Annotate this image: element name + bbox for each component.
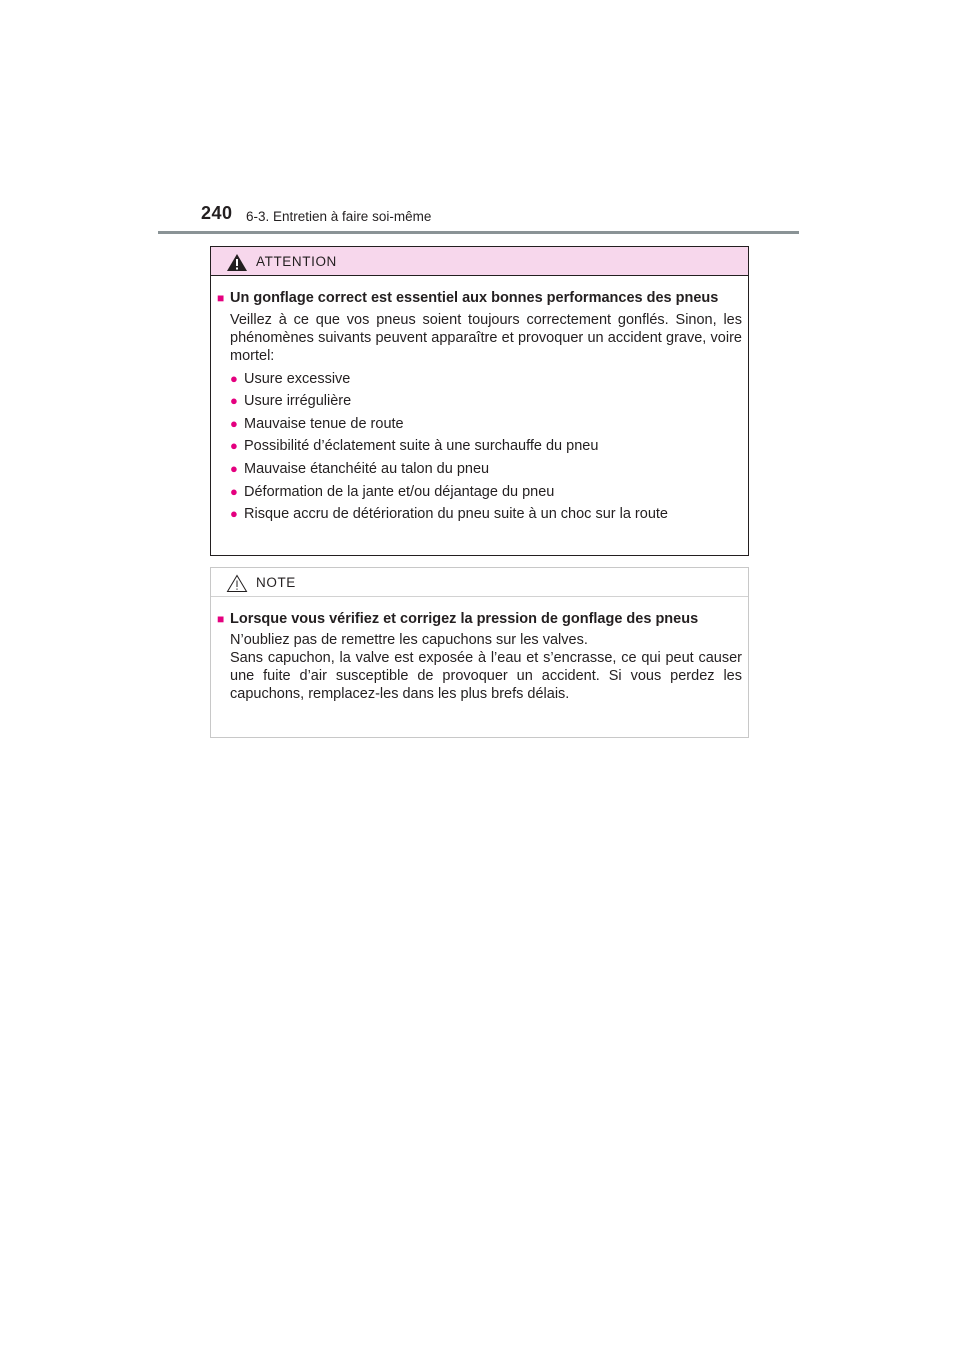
attention-heading-text: Un gonflage correct est essentiel aux bonnes performances des pneus [230,290,719,306]
list-item-text: Possibilité d’éclatement suite à une surchauffe du pneu [244,438,599,455]
list-item [230,370,742,388]
list-item-text: Usure irrégulière [244,393,352,410]
attention-label: ATTENTION [256,254,337,269]
note-heading [217,611,742,628]
list-item [230,460,742,478]
list-item [230,437,742,455]
bullet-dot-icon: ● [230,393,238,409]
list-item-text: Mauvaise tenue de route [244,415,404,432]
list-item [230,415,742,433]
list-item [230,392,742,410]
list-item-text: Déformation de la jante et/ou déjantage du pneu [244,483,555,500]
attention-header [211,247,748,276]
note-label: NOTE [256,575,296,590]
attention-intro: Veillez à ce que vos pneus soient toujours correctement gonflés. Sinon, les phénomènes suivants peuvent apparaître et provoquer un accident grave, voire mortel: [230,312,742,364]
bullet-dot-icon: ● [230,460,238,476]
list-item [230,483,742,501]
square-bullet-icon: ■ [217,291,225,305]
square-bullet-icon: ■ [217,612,225,626]
note-box [210,567,749,738]
attention-list [230,370,742,524]
attention-heading [217,290,742,307]
header-rule [158,231,799,234]
bullet-dot-icon: ● [230,415,238,431]
note-heading-text: Lorsque vous vérifiez et corrigez la pression de gonflage des pneus [230,611,699,627]
list-item [230,505,742,523]
attention-box [210,246,749,556]
list-item-text: Risque accru de détérioration du pneu suite à un choc sur la route [244,506,668,523]
list-item-text: Mauvaise étanchéité au talon du pneu [244,460,490,477]
section-title: 6-3. Entretien à faire soi-même [246,209,432,224]
bullet-dot-icon: ● [230,506,238,522]
bullet-dot-icon: ● [230,370,238,386]
note-line-2: Sans capuchon, la valve est exposée à l’eau et s’encrasse, ce qui peut causer une fuite d’air susceptible de provoquer un accident. Si vous perdez les capuchons, remplacez-les dans les plus brefs délais. [230,650,742,702]
note-line-1: N’oubliez pas de remettre les capuchons sur les valves. [230,632,588,648]
bullet-dot-icon: ● [230,483,238,499]
warning-triangle-outline-icon [226,574,248,593]
warning-triangle-filled-icon [226,253,248,272]
bullet-dot-icon: ● [230,438,238,454]
note-header [211,568,748,597]
list-item-text: Usure excessive [244,370,351,387]
page-number: 240 [201,203,233,223]
